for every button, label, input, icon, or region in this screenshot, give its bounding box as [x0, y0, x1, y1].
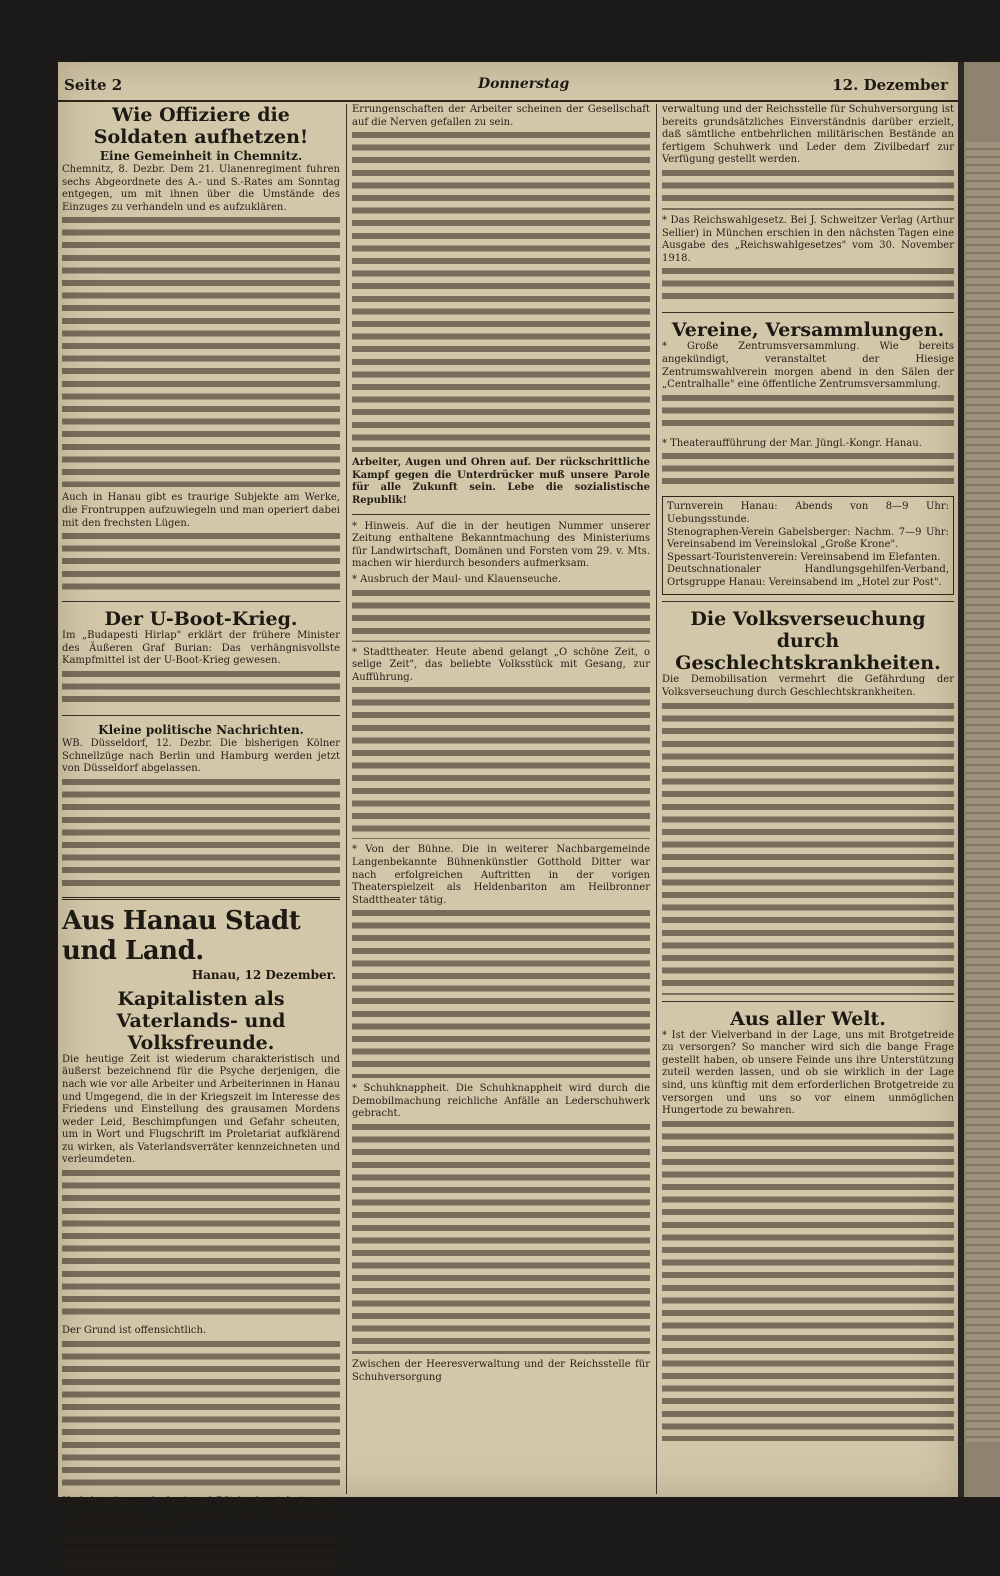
article-text-block — [62, 1170, 340, 1320]
article-paragraph: Die Demobilisation vermehrt die Gefährdung der Volksverseuchung durch Geschlechtskrankheiten. — [662, 674, 954, 699]
section-rule — [62, 897, 340, 900]
headline-volksverseuchung: Die Volksverseuchung durch Geschlechtskrankheiten. — [675, 608, 941, 675]
article-text-block — [352, 687, 650, 839]
column-2 — [352, 104, 650, 1494]
article-paragraph: Chemnitz, 8. Dezbr. Dem 21. Ulanenregiment fuhren sechs Abgeordnete des A.- und S.-Rates am Sonntag entgegen, um mit ihnen über die Umstände des Einzuges zu verhandeln und es aufzuklären. — [62, 164, 340, 213]
page-fold — [958, 62, 964, 1497]
article-paragraph: Und da wäre es doch einmal Pflicht des Arbeiterrats, zu untersuchen, wer eigentlich diese wohlmeinenden Sozialdemokraten sind. — [62, 1495, 340, 1532]
headline-officers: Wie Offiziere die Soldaten aufhetzen! — [93, 104, 309, 148]
article-text-block — [62, 1536, 340, 1576]
article-text-block — [352, 132, 650, 452]
article-paragraph: verwaltung und der Reichsstelle für Schuhversorgung ist bereits grundsätzliches Einverständnis darüber erzielt, daß sämtliche entbehrlichen militärischen Bestände an fertigem Schuhwerk und Leder dem Zivilbedarf zur Verfügung gestellt werden. — [662, 104, 954, 166]
article-text-block — [352, 910, 650, 1078]
notice-buehne: * Von der Bühne. Die in weiterer Nachbargemeinde Langenbekannte Bühnenkünstler Gotthold Ditter war nach erfolgreichen Auftritten in der vorigen Theaterspielzeit als Heldenbariton am Heilbronner Stadttheater tätig. — [352, 844, 650, 906]
headline-aus-aller-welt: Aus aller Welt. — [730, 1007, 886, 1030]
article-paragraph: Auch in Hanau gibt es traurige Subjekte am Werke, die Frontruppen aufzuwiegeln und man operiert dabei mit den frechsten Lügen. — [62, 492, 340, 529]
weekday: Donnerstag — [478, 76, 570, 92]
page-header — [58, 62, 958, 102]
article-text-block — [662, 453, 954, 491]
article-text-block — [352, 590, 650, 642]
divider — [62, 715, 340, 716]
adjacent-page-edge — [958, 62, 1000, 1497]
article-text-block — [62, 533, 340, 595]
article-paragraph: WB. Düsseldorf, 12. Dezbr. Die bisherigen Kölner Schnellzüge nach Berlin und Hamburg werden jetzt von Düsseldorf abgelassen. — [62, 737, 340, 775]
divider — [662, 1001, 954, 1002]
divider — [662, 601, 954, 602]
issue-date: 12. Dezember — [832, 76, 948, 94]
article-paragraph: Im „Budapesti Hirlap" erklärt der frühere Minister des Äußeren Graf Burian: Das verhängnisvollste Kampfmittel ist der U-Boot-Krieg gewesen. — [62, 630, 340, 667]
notice-zentrum: * Große Zentrumsversammlung. Wie bereits angekündigt, veranstaltet der Hiesige Zentrumswahlverein morgen abend in den Sälen der „Centralhalle" eine öffentliche Zentrumsversammlung. — [662, 341, 954, 391]
column-3 — [662, 104, 954, 1494]
dateline: Hanau, 12 Dezember. — [191, 967, 336, 982]
article-paragraph: Zwischen der Heeresverwaltung und der Reichsstelle für Schuhversorgung — [352, 1359, 650, 1383]
article-text-block — [62, 217, 340, 487]
headline-vereine: Vereine, Versammlungen. — [671, 319, 945, 342]
club-calendar-text: Turnverein Hanau: Abends von 8—9 Uhr: Uebungsstunde. Stenographen-Verein Gabelsberger: Nachm. 7—9 Uhr: Vereinsabend im Vereinslokal „Große Krone". Spessart-Touristenverein: Vereinsabend im Elefanten. Deutschnationaler Handlungsgehilfen-Verband, Ortsgruppe Hanau: Vereinsabend im „Hotel zur Post". — [667, 501, 949, 588]
article-paragraph: Die heutige Zeit ist wiederum charakteristisch und äußerst bezeichnend für die Psyche derjenigen, die nach wie vor alle Arbeiter und Arbeiterinnen in Hanau und Umgegend, die in der Kriegszeit im Interesse des Friedens und Einstellung des grausamen Mordens weder Leid, Beschimpfungen und Gefahr scheuten, um in Wort und Flugschrift im Proletariat aufklärend zu wirken, als Vaterlandsverräter kennzeichneten und verleumdeten. — [62, 1053, 340, 1166]
article-text-block — [662, 395, 954, 433]
article-paragraph: Arbeiter, Augen und Ohren auf. Der rückschrittliche Kampf gegen die Unterdrücker muß unsere Parole für alle Zukunft sein. Lebe die sozialistische Republik! — [352, 457, 650, 506]
article-text-block — [662, 1121, 954, 1441]
club-calendar — [662, 496, 954, 595]
article-text-block — [662, 170, 954, 210]
notice-seuche: * Ausbruch der Maul- und Klauenseuche. — [352, 573, 562, 585]
article-text-block — [662, 268, 954, 306]
article-paragraph: Der Grund ist offensichtlich. — [62, 1325, 207, 1337]
article-paragraph: Errungenschaften der Arbeiter scheinen der Gesellschaft auf die Nerven gefallen zu sein. — [352, 104, 650, 128]
column-rule — [346, 104, 347, 1494]
adjacent-page-text — [966, 142, 1000, 1442]
divider — [662, 312, 954, 313]
notice-stadttheater: * Stadttheater. Heute abend gelangt „O schöne Zeit, o selige Zeit", das beliebte Volksstück mit Gesang, zur Aufführung. — [352, 646, 650, 683]
headline-uboot: Der U-Boot-Krieg. — [104, 608, 298, 631]
headline-kapitalisten: Kapitalisten als Vaterlands- und Volksfreunde. — [116, 987, 286, 1054]
divider — [352, 514, 650, 515]
notice-theater: * Theateraufführung der Mar. Jüngl.-Kongr. Hanau. — [662, 437, 922, 449]
subhead-chemnitz: Eine Gemeinheit in Chemnitz. — [99, 149, 303, 163]
notice-hinweis: * Hinweis. Auf die in der heutigen Nummer unserer Zeitung enthaltene Bekanntmachung des Ministeriums für Landwirtschaft, Domänen und Forsten vom 29. v. Mts. machen wir hierdurch besonders aufmerksam. — [352, 520, 650, 570]
article-text-block — [662, 703, 954, 995]
section-title-hanau: Aus Hanau Stadt und Land. — [62, 905, 301, 966]
article-text-block — [352, 1124, 650, 1354]
column-1 — [62, 104, 340, 1532]
article-paragraph: * Ist der Vielverband in der Lage, uns mit Brotgetreide zu versorgen? So mancher wird sich die bange Frage gestellt haben, ob unsere Feinde uns ihre Unterstützung zuteil werden lassen, und ob sie wirklich in der Lage sind, uns künftig mit dem erforderlichen Brotgetreide zu versorgen und uns so vor einem unmöglichen Hungertode zu bewahren. — [662, 1029, 954, 1117]
headline-kleine-nachrichten: Kleine politische Nachrichten. — [98, 722, 304, 737]
article-text-block — [62, 671, 340, 709]
notice-reichswahlgesetz: * Das Reichswahlgesetz. Bei J. Schweitzer Verlag (Arthur Sellier) in München erschien in den nächsten Tagen eine Ausgabe des „Reichswahlgesetzes" vom 30. November 1918. — [662, 214, 954, 264]
newspaper-page — [58, 62, 958, 1532]
article-text-block — [62, 779, 340, 891]
divider — [62, 601, 340, 602]
page-number: Seite 2 — [64, 76, 123, 94]
notice-schuhknappheit: * Schuhknappheit. Die Schuhknappheit wird durch die Demobilmachung reichliche Anfälle an Lederschuhwerk gebracht. — [352, 1083, 650, 1120]
column-rule — [656, 104, 657, 1494]
article-text-block — [62, 1341, 340, 1491]
